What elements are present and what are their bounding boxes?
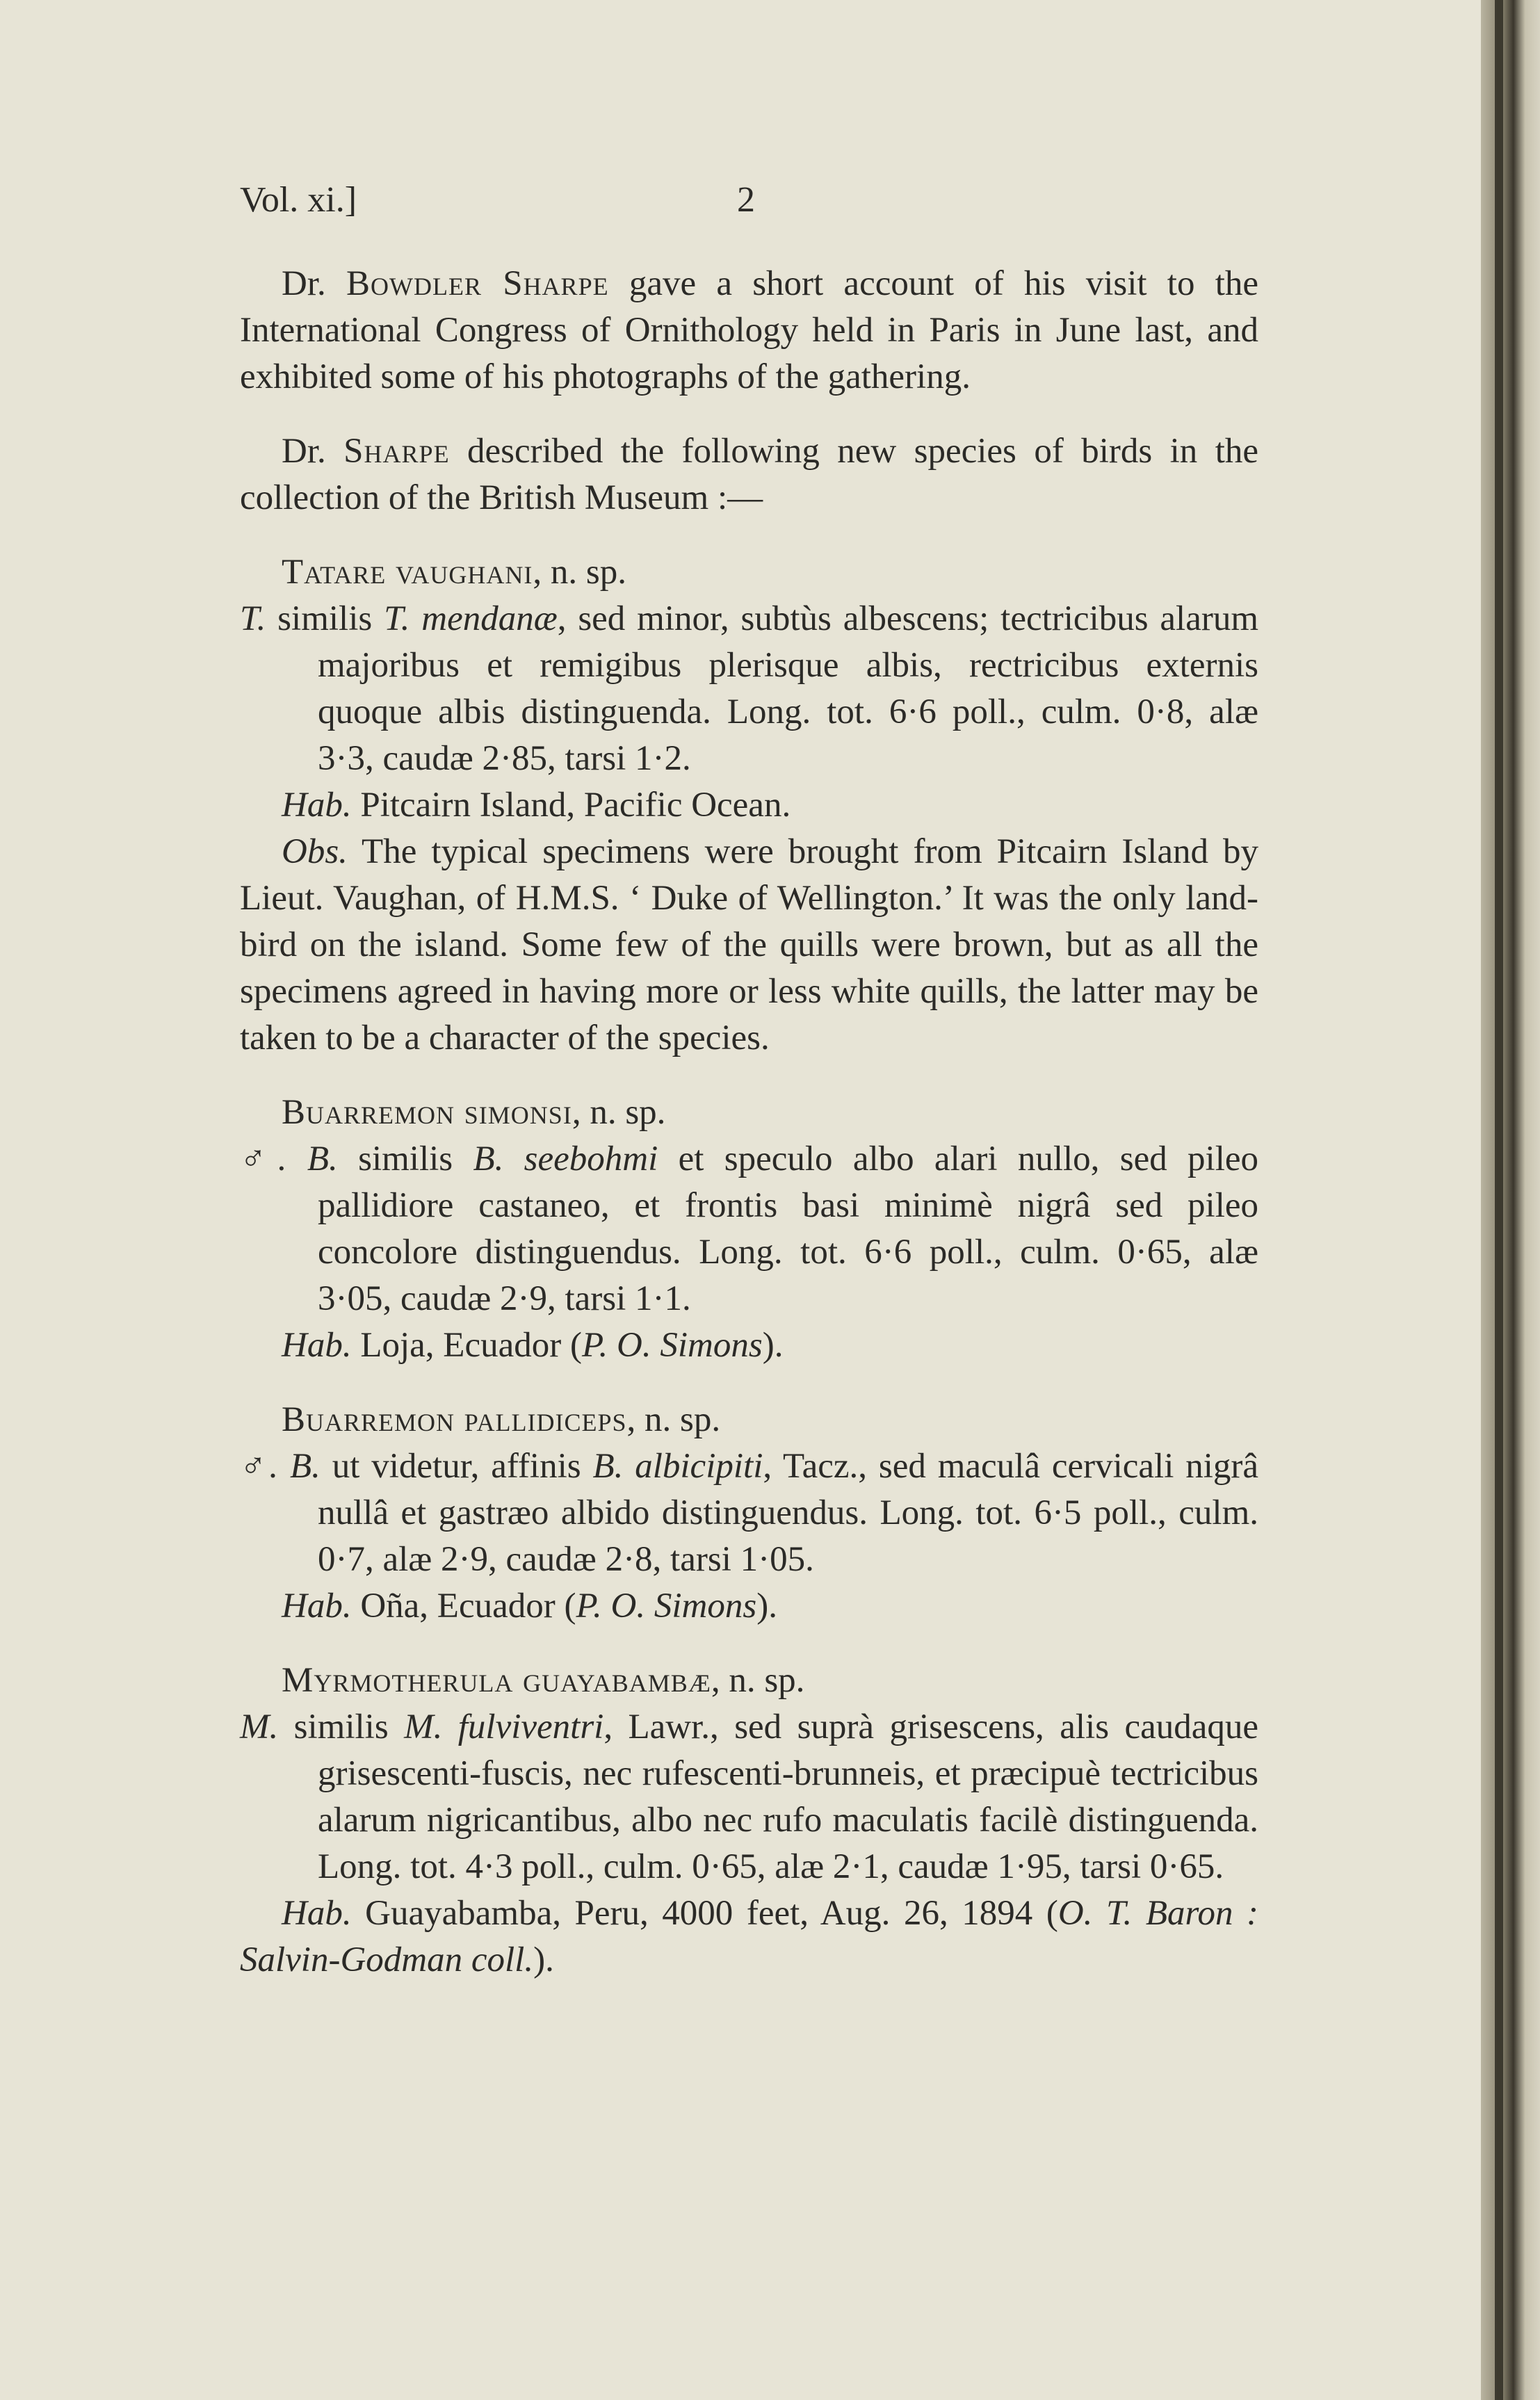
text-run: Pitcairn Island, Pacific Ocean. [351, 786, 791, 825]
genus-abbrev: T. [240, 599, 266, 638]
body-text [240, 261, 1258, 1984]
habitat-line [240, 782, 1258, 829]
spine-shadow [1495, 0, 1503, 2400]
compared-species: B. seebohmi [473, 1140, 658, 1178]
species-heading [240, 1089, 1258, 1136]
collector-name: P. O. Simons [581, 1326, 763, 1365]
text-run: ). [756, 1587, 777, 1625]
collector-name: P. O. Simons [576, 1587, 757, 1625]
text-run: gave a short account of his visit to the International Congress of Ornithology held in Paris in June last, and exhibited some of his photographs of the gathering. [240, 264, 1258, 396]
text-run: ). [533, 1940, 554, 1979]
text-run: described the following new species of birds in the collection of the British Museum :— [240, 432, 1259, 517]
observation-paragraph [240, 829, 1258, 1062]
text-run: et speculo albo alari nullo, sed pileo pallidiore castaneo, et frontis basi minimè nigrâ sed pileo concolore distinguendus. Long. tot. 6·6 poll., culm. 0·65, alæ 3·05, caudæ 2·9, tarsi 1·1. [318, 1140, 1259, 1318]
species-description [240, 1136, 1258, 1322]
author-name: Sharpe [343, 432, 450, 471]
hab-label: Hab. [282, 1894, 352, 1933]
text-run: , sed minor, subtùs albescens; tectricibus alarum majoribus et remigibus plerisque albis, rectricibus externis quoque albis distinguenda. Long. tot. 6·6 poll., culm. 0·8, alæ 3·3, caudæ 2·85, tarsi 1·2. [318, 599, 1259, 778]
text-run: , n. sp. [711, 1661, 805, 1700]
species-heading [240, 549, 1258, 596]
compared-species: M. fulviventri [404, 1708, 604, 1746]
text-run: Oña, Ecuador ( [351, 1587, 576, 1625]
text-run: Loja, Ecuador ( [351, 1326, 582, 1365]
species-description [240, 596, 1258, 782]
text-run: , n. sp. [533, 553, 626, 592]
species-name: Buarremon simonsi [282, 1093, 572, 1132]
genus-abbrev: ♂. B. [240, 1447, 321, 1486]
habitat-line [240, 1322, 1258, 1369]
compared-species: T. mendanæ [384, 599, 558, 638]
text-run: ). [762, 1326, 784, 1365]
habitat-line [240, 1583, 1258, 1630]
author-name: Bowdler Sharpe [346, 264, 609, 303]
compared-species: B. albicipiti [592, 1447, 763, 1486]
book-spine-edge [1481, 0, 1540, 2400]
hab-label: Hab. [282, 786, 352, 825]
volume-label: Vol. xi.] [240, 180, 357, 220]
paragraph-congress [240, 261, 1258, 400]
page-number: 2 [737, 180, 755, 220]
species-heading [240, 1657, 1258, 1704]
species-description [240, 1443, 1258, 1583]
text-run: The typical specimens were brought from Pitcairn Island by Lieut. Vaughan, of H.M.S. ‘ Duke of Wellington.’ It was the only land-bird on the island. Some few of the quills were brown, but as all the specimens agreed in having more or less white quills, the latter may be taken to be a character of the species. [240, 832, 1258, 1057]
species-name: Myrmotherula guayabambæ [282, 1661, 711, 1700]
text-run: similis [278, 1708, 405, 1746]
collector-name: O. T. Baron : Salvin-Godman coll. [240, 1894, 1258, 1979]
text-run: , Tacz., sed maculâ cervicali nigrâ nullâ et gastræo albido distinguendus. Long. tot. 6·5 poll., culm. 0·7, alæ 2·9, caudæ 2·8, tarsi 1·05. [318, 1447, 1258, 1579]
habitat-line [240, 1890, 1258, 1984]
species-description [240, 1704, 1258, 1890]
obs-label: Obs. [282, 832, 348, 871]
text-run: similis [266, 599, 384, 638]
text-run: Dr. [282, 264, 346, 303]
text-run: , n. sp. [572, 1093, 666, 1132]
hab-label: Hab. [282, 1326, 352, 1365]
genus-abbrev: M. [240, 1708, 279, 1746]
paragraph-intro [240, 428, 1258, 521]
text-run: , Lawr., sed suprà grisescens, alis caudaque grisescenti-fuscis, nec rufescenti-brunneis, et præcipuè tectricibus alarum nigricantibus, albo nec rufo maculatis facilè distinguenda. Long. tot. 4·3 poll., culm. 0·65, alæ 2·1, caudæ 1·95, tarsi 0·65. [318, 1708, 1258, 1886]
genus-abbrev: ♂. B. [240, 1140, 338, 1178]
text-run: Guayabamba, Peru, 4000 feet, Aug. 26, 1894 ( [351, 1894, 1058, 1933]
text-run: similis [337, 1140, 473, 1178]
hab-label: Hab. [282, 1587, 352, 1625]
text-run: ut videtur, affinis [320, 1447, 593, 1486]
text-run: Dr. [282, 432, 344, 471]
species-name: Tatare vaughani [282, 553, 533, 592]
text-run: , n. sp. [626, 1400, 721, 1439]
species-heading [240, 1397, 1258, 1443]
species-name: Buarremon pallidiceps [282, 1400, 627, 1439]
